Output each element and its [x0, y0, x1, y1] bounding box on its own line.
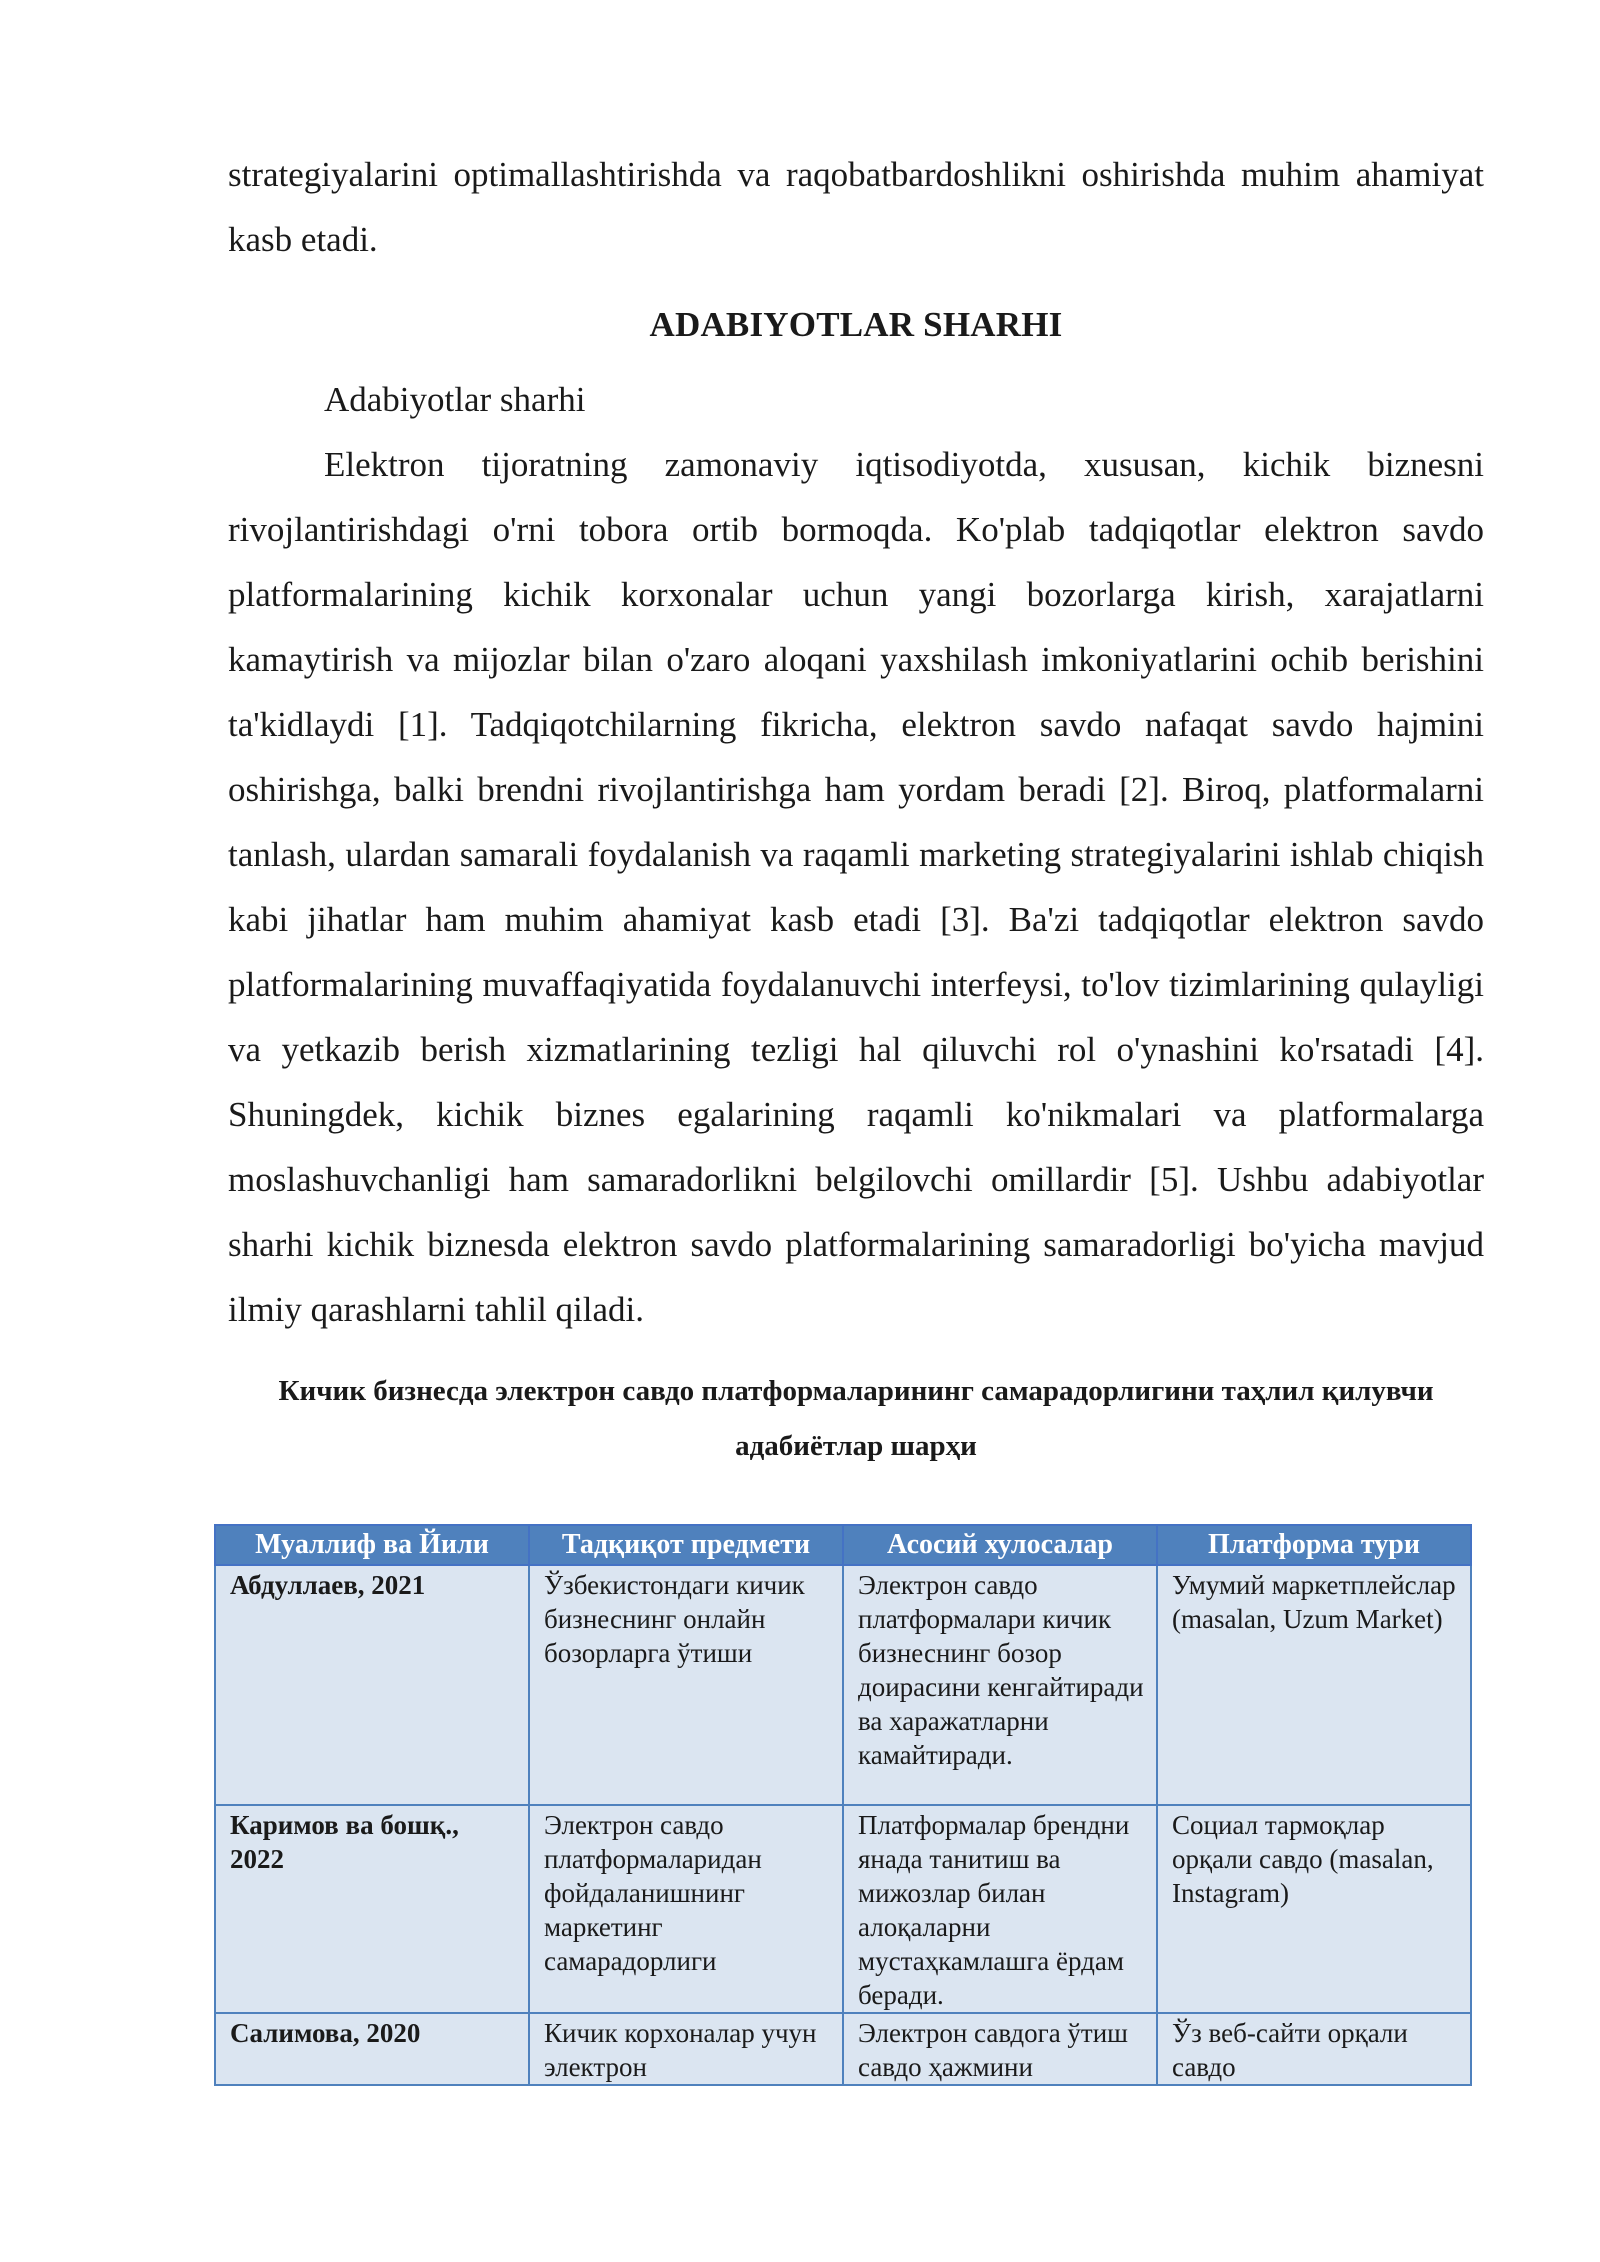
body-paragraph: Elektron tijoratning zamonaviy iqtisodiyotda, xususan, kichik biznesni rivojlantirishdagi o'rni tobora ortib bormoqda. Ko'plab tadqiqotlar elektron savdo platformalarining kichik korxonalar uchun yangi bozorlarga kirish, xarajatlarni kamaytirish va mijozlar bilan o'zaro aloqani yaxshilash imkoniyatlarini ochib berishini ta'kidlaydi [1]. Tadqiqotchilarning fikricha, elektron savdo nafaqat savdo hajmini oshirishga, balki brendni rivojlantirishga ham yordam beradi [2]. Biroq, platformalarni tanlash, ulardan samarali foydalanish va raqamli marketing strategiyalarini ishlab chiqish kabi jihatlar ham muhim ahamiyat kasb etadi [3]. Ba'zi tadqiqotlar elektron savdo platformalarining muvaffaqiyatida foydalanuvchi interfeysi, to'lov tizimlarining qulayligi va yetkazib berish xizmatlarining tezligi hal qiluvchi rol o'ynashini ko'rsatadi [4]. Shuningdek, kichik biznes egalarining raqamli ko'nikmalari va platformalarga moslashuvchanligi ham samaradorlikni belgilovchi omillardir [5]. Ushbu adabiyotlar sharhi kichik biznesda elektron savdo platformalarining samaradorligi bo'yicha mavjud ilmiy qarashlarni tahlil qiladi. — [228, 445, 1484, 1329]
cell-findings: Платформалар брендни янада танитиш ва мижозлар билан алоқаларни мустаҳкамлашга ёрдам беради. — [843, 1805, 1157, 2013]
intro-paragraph: strategiyalarini optimallashtirishda va raqobatbardoshlikni oshirishda muhim ahamiyat kasb etadi. — [228, 155, 1484, 259]
column-header-subject: Тадқиқот предмети — [529, 1525, 843, 1565]
cell-platform: Умумий маркетплейслар (masalan, Uzum Market) — [1157, 1565, 1471, 1805]
page-content — [228, 142, 1484, 1488]
cell-platform: Социал тармоқлар орқали савдо (masalan, Instagram) — [1157, 1805, 1471, 2013]
column-header-author: Муаллиф ва Йили — [215, 1525, 529, 1565]
cell-platform-text: Ўз веб-сайти орқали савдо — [1172, 2018, 1408, 2082]
table-header-row — [215, 1525, 1471, 1565]
table-row — [215, 1565, 1471, 1805]
cell-author: Абдуллаев, 2021 — [215, 1565, 529, 1805]
cell-findings: Электрон савдо платформалари кичик бизнеснинг бозор доирасини кенгайтиради ва харажатларни камайтиради. — [843, 1565, 1157, 1805]
cell-findings-text: Электрон савдога ўтиш савдо ҳажмини — [858, 2018, 1128, 2082]
cell-author: Каримов ва бошқ., 2022 — [215, 1805, 529, 2013]
table-row — [215, 2013, 1471, 2085]
section-subheading: Adabiyotlar sharhi — [324, 380, 586, 419]
cell-author-text: Салимова, 2020 — [230, 2018, 421, 2048]
cell-subject: Электрон савдо платформаларидан фойдаланишнинг маркетинг самарадорлиги — [529, 1805, 843, 2013]
table-caption: Кичик бизнесда электрон савдо платформаларининг самарадорлигини таҳлил қилувчи адабиётлар шарҳи — [278, 1375, 1434, 1462]
cell-subject: Ўзбекистондаги кичик бизнеснинг онлайн бозорларга ўтиши — [529, 1565, 843, 1805]
cell-subject — [529, 2013, 843, 2085]
cell-author — [215, 2013, 529, 2085]
column-header-findings: Асосий хулосалар — [843, 1525, 1157, 1565]
column-header-platform: Платформа тури — [1157, 1525, 1471, 1565]
cell-platform — [1157, 2013, 1471, 2085]
section-heading: ADABIYOTLAR SHARHI — [649, 305, 1063, 344]
literature-review-table — [214, 1524, 1472, 2086]
cell-findings — [843, 2013, 1157, 2085]
cell-subject-text: Кичик корхоналар учун электрон — [544, 2018, 817, 2082]
table-row — [215, 1805, 1471, 2013]
